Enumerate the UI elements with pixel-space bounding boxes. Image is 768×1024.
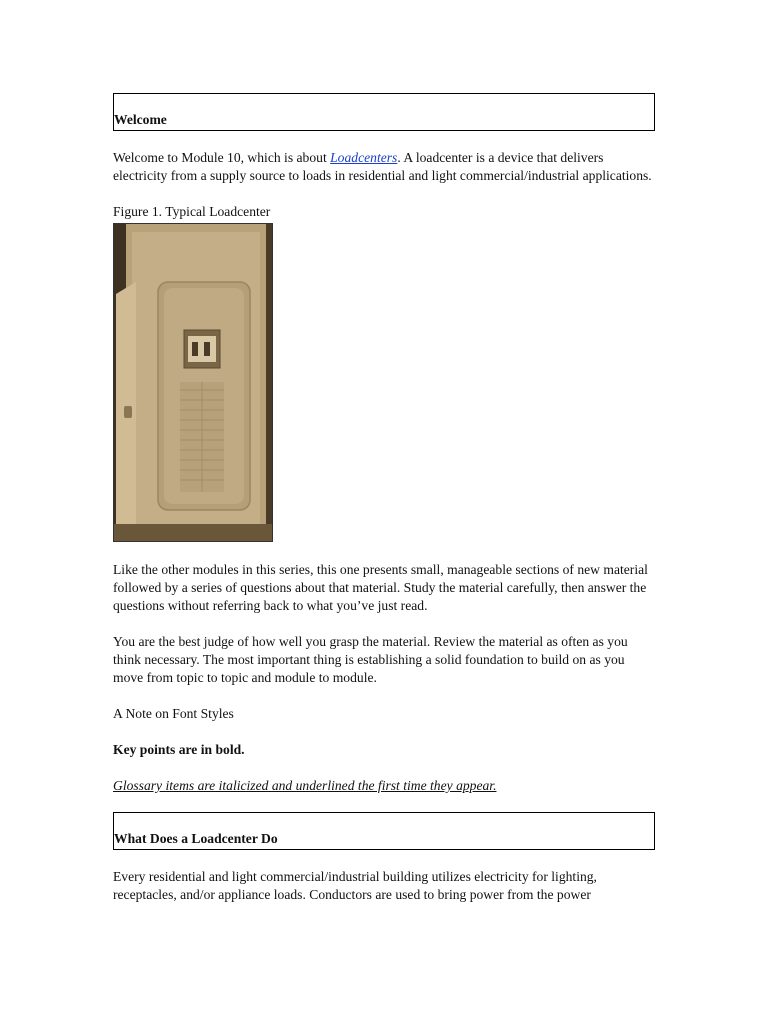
font-styles-title: A Note on Font Styles [113,706,234,721]
section2-heading-box [113,812,655,850]
judge-paragraph: You are the best judge of how well you grasp the material. Review the material as often as you think necessary. The most important thing is establishing a solid foundation to build on as you move from topic to topic and module to module. [113,634,628,685]
intro-text-start: Welcome to Module 10, which is about [113,150,331,165]
welcome-heading: Welcome [114,112,167,127]
section2-heading: What Does a Loadcenter Do [114,831,278,846]
loadcenter-photo-drawing [114,224,273,542]
section2-paragraph: Every residential and light commercial/industrial building utilizes electricity for lighting, receptacles, and/or appliance loads. Conductors are used to bring power from the power [113,869,597,902]
welcome-heading-box [113,93,655,131]
intro-text-end: . A loadcenter is a device that delivers electricity from a supply source to loads in residential and light commercial/industrial applications. [113,150,652,183]
glossary-note-line [113,777,655,795]
figure-caption: Figure 1. Typical Loadcenter [113,204,271,219]
loadcenter-photo [113,223,273,542]
loadcenters-link[interactable]: Loadcenters [330,150,398,165]
intro-paragraph [113,149,655,185]
bold-note: Key points are in bold. [113,742,245,757]
modules-paragraph: Like the other modules in this series, this one presents small, manageable sections of new material followed by a series of questions about that material. Study the material carefully, then answer the questions without referring back to what you’ve just read. [113,562,648,613]
document-page [113,93,655,904]
glossary-note: Glossary items are italicized and underlined the first time they appear. [113,778,497,793]
